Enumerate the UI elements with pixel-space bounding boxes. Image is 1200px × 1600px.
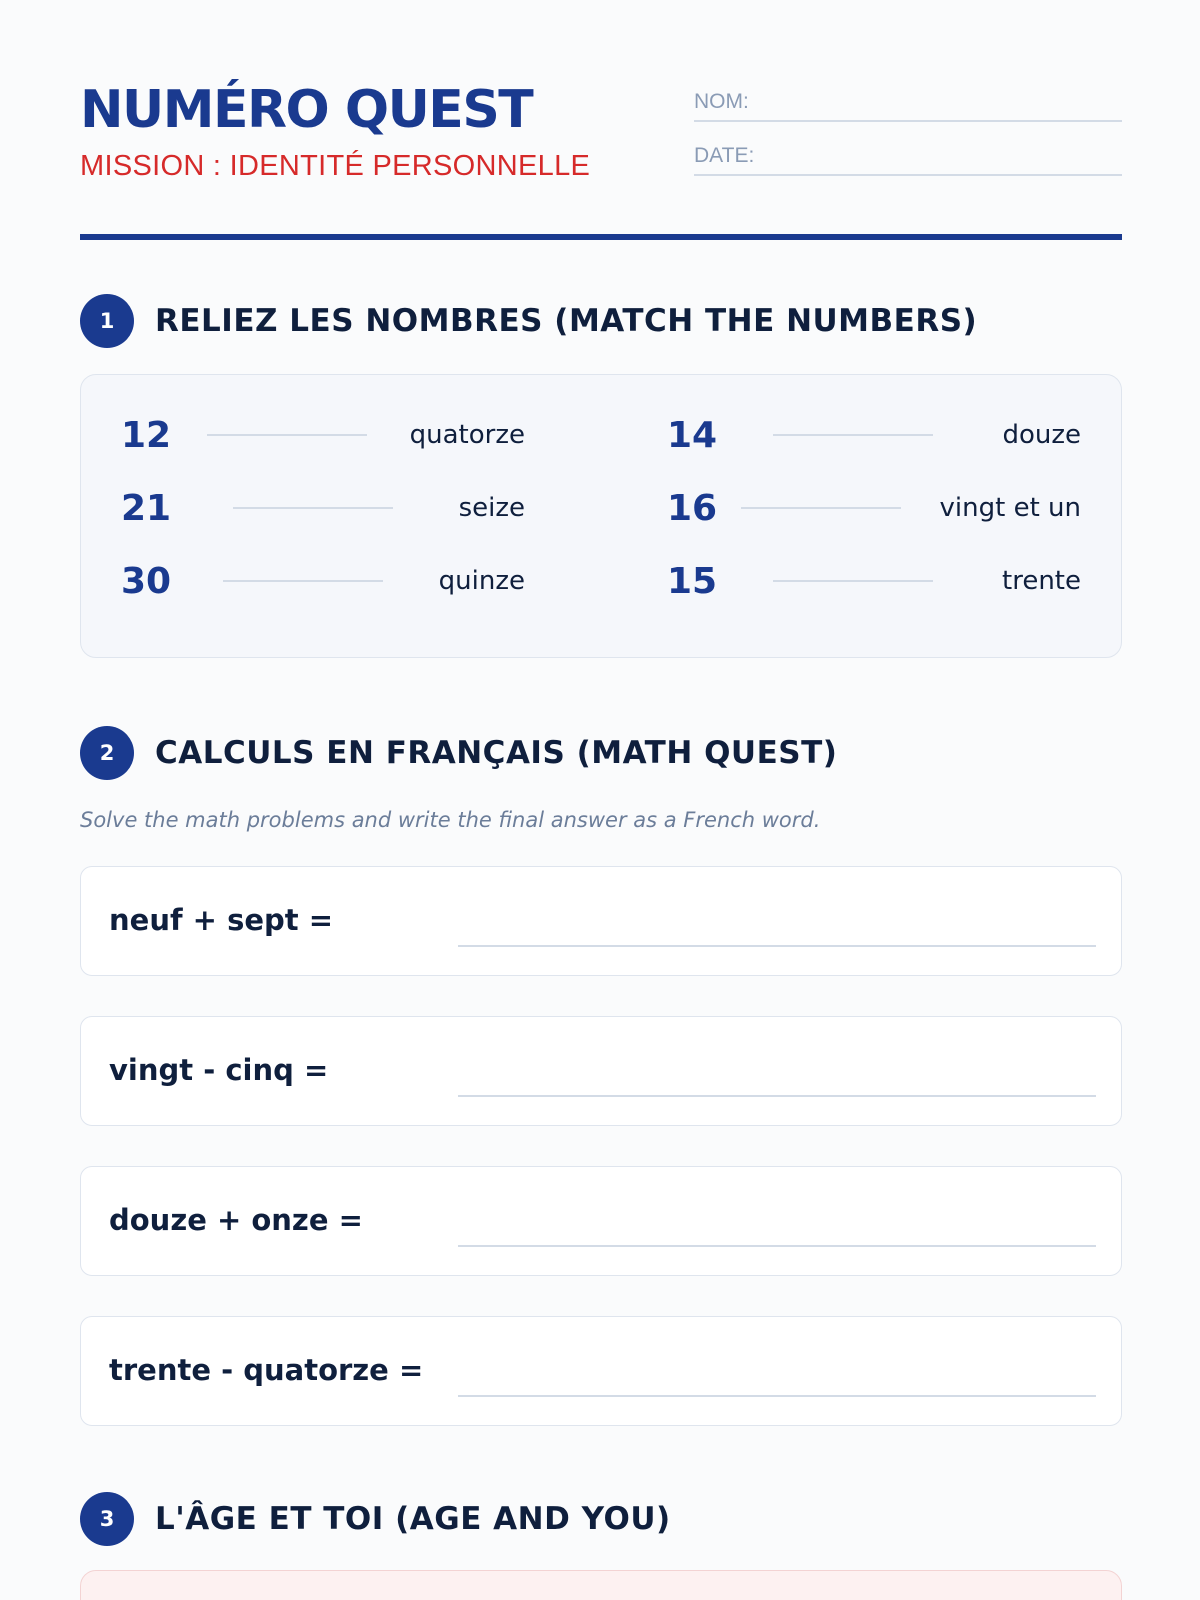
section-number-badge: 3	[80, 1492, 134, 1546]
match-number: 12	[121, 414, 172, 456]
match-line	[773, 434, 933, 436]
date-field[interactable]	[694, 136, 1122, 176]
answer-line[interactable]	[458, 1095, 1096, 1097]
section-title: CALCULS EN FRANÇAIS (MATH QUEST)	[155, 735, 838, 771]
math-problem: neuf + sept =	[109, 903, 334, 937]
math-problem: trente - quatorze =	[109, 1353, 424, 1387]
math-problem: douze + onze =	[109, 1203, 363, 1237]
match-box	[80, 374, 1122, 658]
match-row	[667, 415, 1081, 455]
page-title: NUMÉRO QUEST	[80, 80, 533, 140]
match-line	[223, 580, 383, 582]
section-title: RELIEZ LES NOMBRES (MATCH THE NUMBERS)	[155, 303, 978, 339]
page-subtitle: MISSION : IDENTITÉ PERSONNELLE	[80, 150, 591, 182]
math-problem-card	[80, 866, 1122, 976]
math-problem-card	[80, 1316, 1122, 1426]
match-word: quatorze	[409, 420, 525, 450]
section-title: L'ÂGE ET TOI (AGE AND YOU)	[155, 1501, 671, 1537]
match-row	[121, 561, 525, 601]
match-word: trente	[1002, 566, 1081, 596]
section-instructions: Solve the math problems and write the final answer as a French word.	[80, 808, 821, 832]
section-3-heading	[80, 1492, 671, 1546]
section-number-badge: 1	[80, 294, 134, 348]
name-field[interactable]	[694, 82, 1122, 122]
match-row	[667, 488, 1081, 528]
date-label: DATE:	[694, 144, 755, 167]
match-row	[667, 561, 1081, 601]
name-label: NOM:	[694, 90, 749, 113]
section-1-heading	[80, 294, 977, 348]
age-box	[80, 1570, 1122, 1600]
match-word: douze	[1002, 420, 1081, 450]
math-problem-card	[80, 1166, 1122, 1276]
match-number: 30	[121, 560, 172, 602]
match-line	[773, 580, 933, 582]
match-line	[741, 507, 901, 509]
header-divider	[80, 234, 1122, 240]
match-word: quinze	[438, 566, 525, 596]
match-number: 15	[667, 560, 718, 602]
match-word: vingt et un	[939, 493, 1081, 523]
match-word: seize	[458, 493, 525, 523]
answer-line[interactable]	[458, 1395, 1096, 1397]
section-number-badge: 2	[80, 726, 134, 780]
match-row	[121, 488, 525, 528]
match-line	[233, 507, 393, 509]
match-row	[121, 415, 525, 455]
section-2-heading	[80, 726, 837, 780]
math-problem-card	[80, 1016, 1122, 1126]
answer-line[interactable]	[458, 945, 1096, 947]
answer-line[interactable]	[458, 1245, 1096, 1247]
match-number: 16	[667, 487, 718, 529]
match-number: 21	[121, 487, 172, 529]
math-problem: vingt - cinq =	[109, 1053, 329, 1087]
match-line	[207, 434, 367, 436]
match-number: 14	[667, 414, 718, 456]
